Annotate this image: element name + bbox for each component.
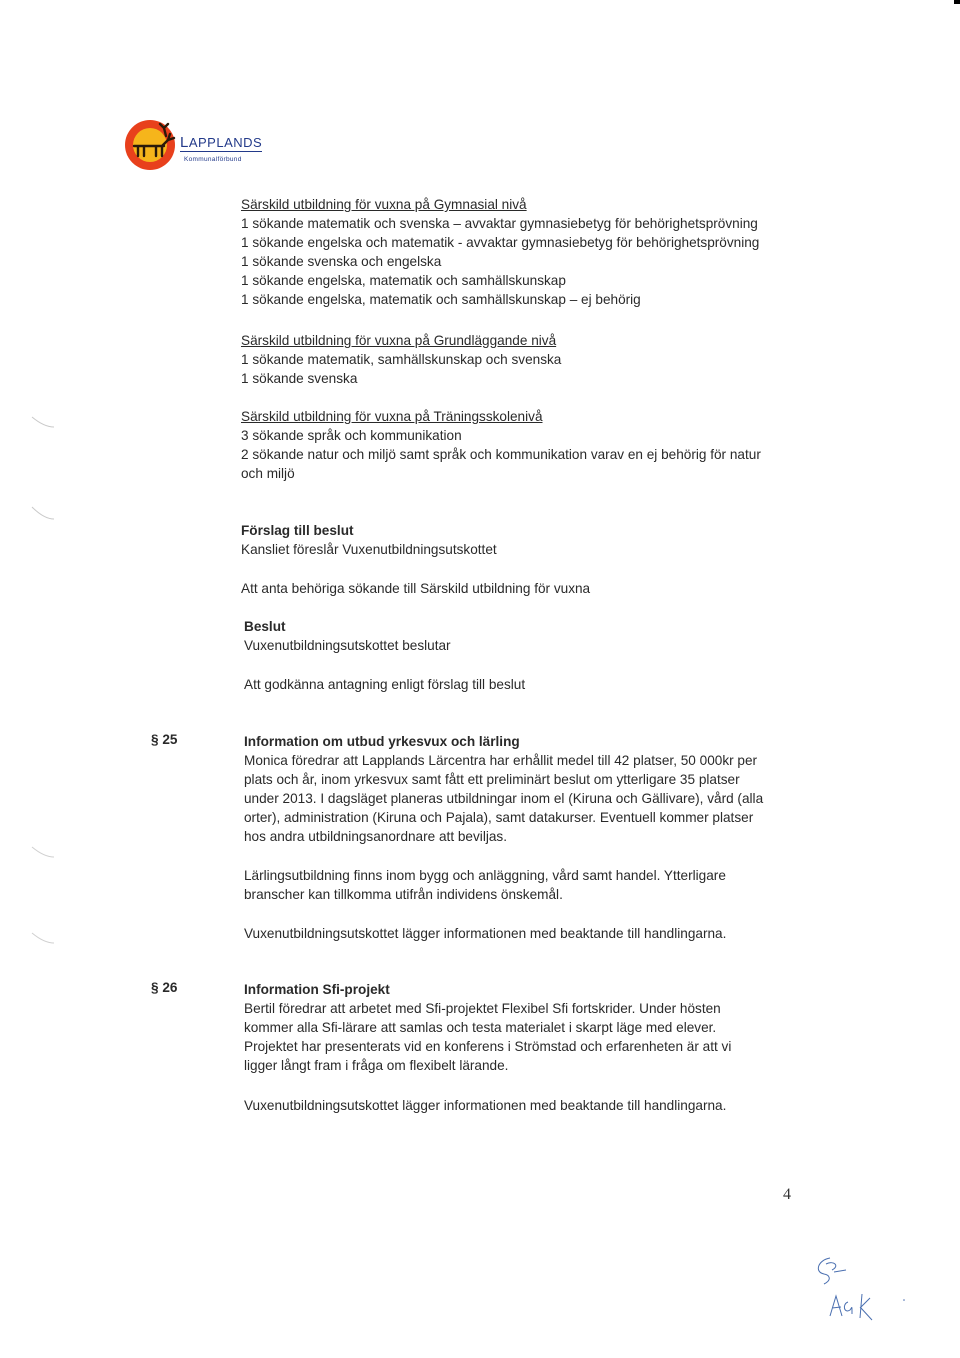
handwritten-signature	[800, 1250, 910, 1330]
paragraph-25	[244, 732, 763, 847]
paragraph-25-larling	[244, 866, 726, 904]
forslag-heading: Förslag till beslut	[241, 523, 354, 538]
reindeer-sun-icon	[124, 116, 182, 174]
paragraph-line: Projektet har presenterats vid en konferens i Strömstad och erfarenheten är att vi	[244, 1039, 732, 1055]
page-number: 4	[783, 1186, 791, 1203]
paragraph-line: kommer alla Sfi-lärare att samlas och testa materialet i skarpt läge med elever.	[244, 1020, 717, 1036]
list-item: och miljö	[241, 466, 295, 482]
paragraph-line: ligger långt fram i fråga om flexibelt lärande.	[244, 1058, 509, 1074]
beslut-heading: Beslut	[244, 619, 286, 634]
list-item: 1 sökande engelska, matematik och samhällskunskap – ej behörig	[241, 292, 641, 308]
paragraph-number-25: § 25	[151, 732, 178, 747]
section-gymnasial	[241, 195, 759, 310]
list-item: 2 sökande natur och miljö samt språk och kommunikation varav en ej behörig för natur	[241, 447, 761, 463]
paragraph-closing: Vuxenutbildningsutskottet lägger informationen med beaktande till handlingarna.	[244, 1098, 727, 1113]
beslut-text: Vuxenutbildningsutskottet beslutar	[244, 638, 451, 654]
beslut-decision: Att godkänna antagning enligt förslag till beslut	[244, 677, 526, 692]
forslag-block	[241, 521, 497, 559]
paragraph-title: Information om utbud yrkesvux och lärling	[244, 734, 520, 749]
paragraph-26	[244, 980, 731, 1075]
list-item: 1 sökande engelska och matematik - avvaktar gymnasiebetyg för behörighetsprövning	[241, 235, 760, 251]
paragraph-line: hos andra utbildningsanordnare att beviljas.	[244, 829, 507, 845]
section-heading: Särskild utbildning för vuxna på Grundläggande nivå	[241, 333, 557, 348]
paragraph-line: plats och år, inom yrkesvux samt fått ett preliminärt beslut om ytterligare 35 platser	[244, 772, 740, 788]
beslut-block	[244, 617, 451, 655]
scan-edge-mark	[954, 0, 960, 4]
list-item: 1 sökande matematik, samhällskunskap och svenska	[241, 352, 562, 368]
paragraph-line: Bertil föredrar att arbetet med Sfi-projektet Flexibel Sfi fortskrider. Under hösten	[244, 1001, 721, 1017]
paragraph-line: under 2013. I dagsläget planeras utbildningar inom el (Kiruna och Gällivare), vård (alla	[244, 791, 764, 807]
forslag-proposal: Att anta behöriga sökande till Särskild utbildning för vuxna	[241, 581, 591, 596]
paragraph-26-closing	[244, 1096, 726, 1115]
paragraph-number-26: § 26	[151, 980, 178, 995]
lapplands-logo	[124, 116, 284, 176]
section-grundlaggande	[241, 331, 561, 388]
paragraph-title: Information Sfi-projekt	[244, 982, 390, 997]
paragraph-closing: Vuxenutbildningsutskottet lägger informationen med beaktande till handlingarna.	[244, 926, 727, 941]
list-item: 1 sökande matematik och svenska – avvaktar gymnasiebetyg för behörighetsprövning	[241, 216, 758, 232]
logo-subtitle: Kommunalförbund	[184, 156, 242, 163]
list-item: 1 sökande svenska och engelska	[241, 254, 442, 270]
list-item: 1 sökande svenska	[241, 371, 358, 387]
paragraph-line: orter), administration (Kiruna och Pajala), samt datakurser. Eventuell kommer platser	[244, 810, 754, 826]
paragraph-line: Lärlingsutbildning finns inom bygg och anläggning, vård samt handel. Ytterligare	[244, 868, 726, 883]
section-heading: Särskild utbildning för vuxna på Träningsskolenivå	[241, 409, 543, 424]
paragraph-25-closing	[244, 924, 726, 943]
list-item: 3 sökande språk och kommunikation	[241, 428, 462, 444]
forslag-text: Kansliet föreslår Vuxenutbildningsutskottet	[241, 542, 497, 558]
forslag-att	[241, 579, 590, 598]
section-traningsskola	[241, 407, 761, 483]
paragraph-line: branscher kan tillkomma utifrån individens önskemål.	[244, 887, 563, 903]
list-item: 1 sökande engelska, matematik och samhällskunskap	[241, 273, 566, 289]
paragraph-line: Monica föredrar att Lapplands Lärcentra har erhållit medel till 42 platser, 50 000kr per	[244, 753, 758, 769]
section-heading: Särskild utbildning för vuxna på Gymnasial nivå	[241, 197, 527, 212]
scan-punch-marks	[30, 415, 60, 955]
logo-brand-text: LAPPLANDS	[180, 134, 263, 151]
beslut-att	[244, 675, 525, 694]
